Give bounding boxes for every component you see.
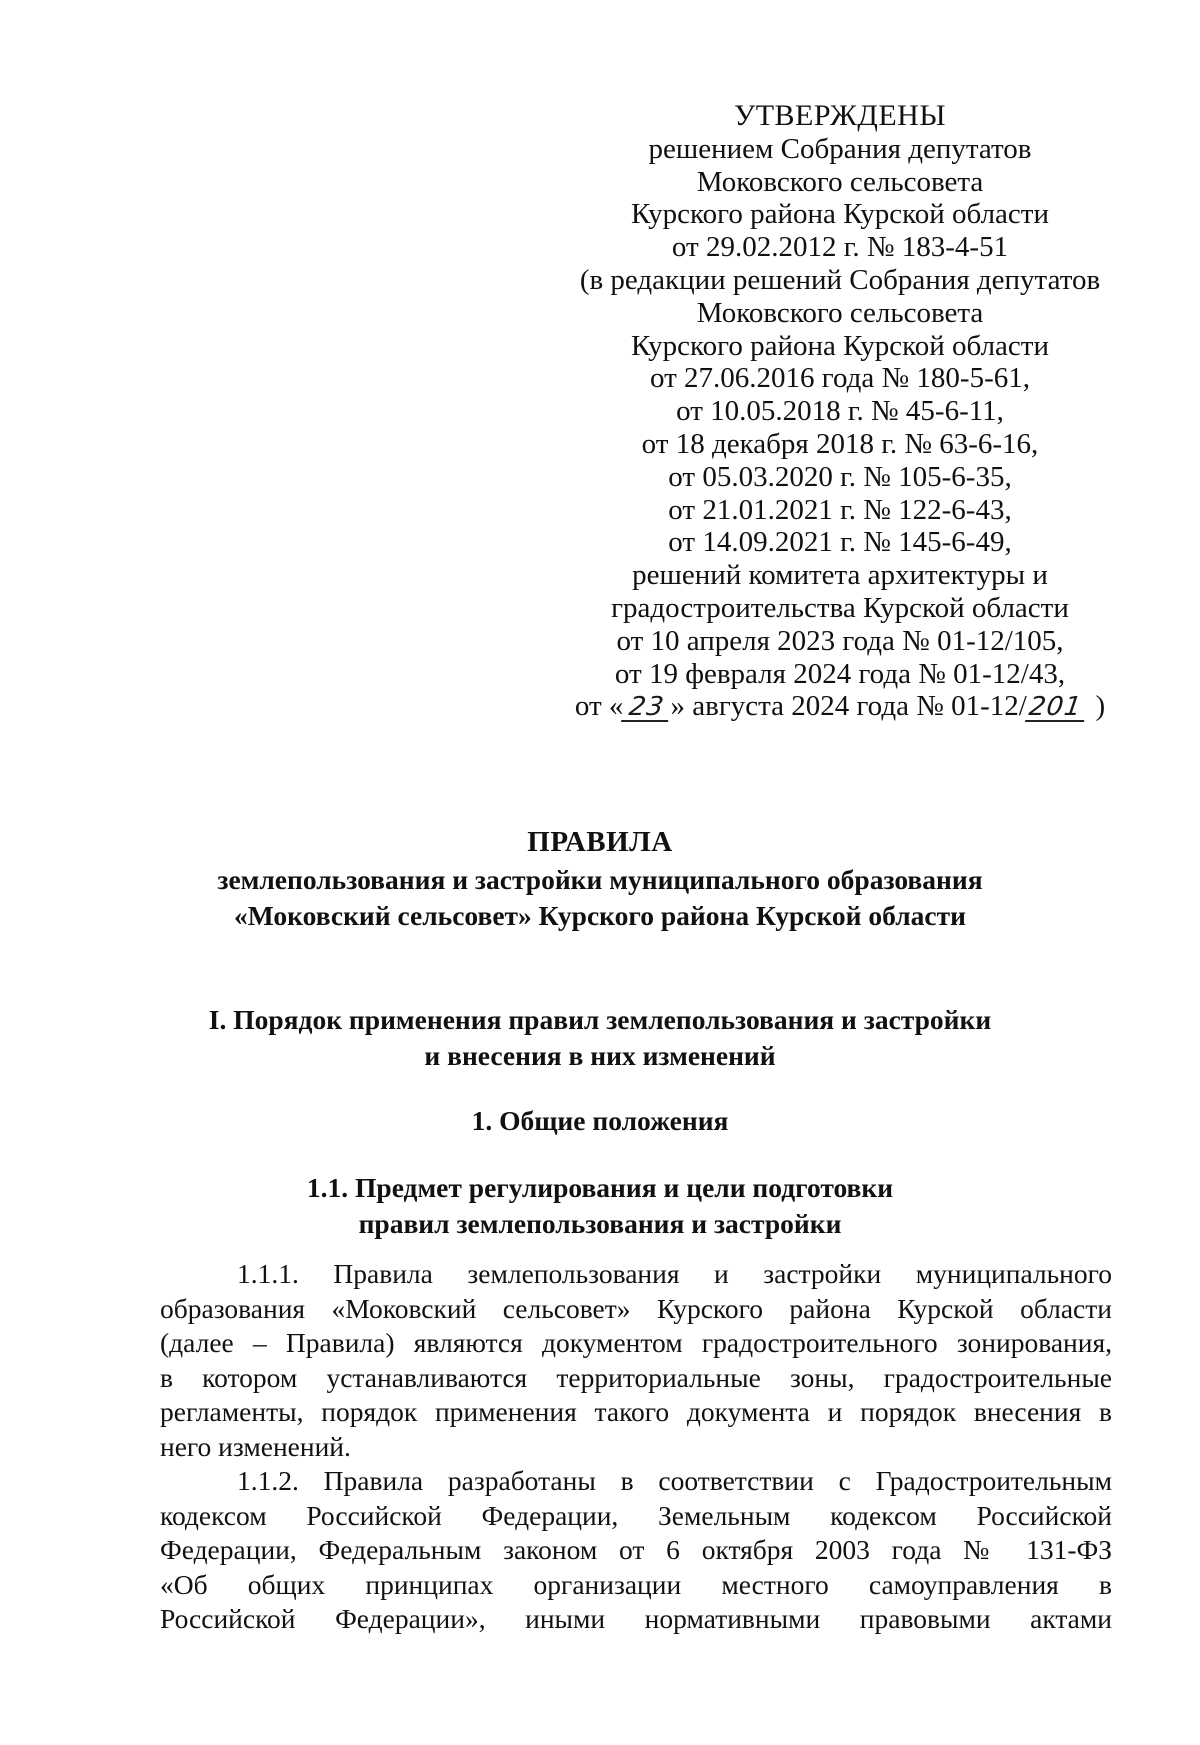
- subsection-heading: [100, 1170, 1100, 1242]
- approval-line: от 14.09.2021 г. № 145-6-49,: [668, 526, 1012, 559]
- handwritten-number: 201: [1025, 694, 1088, 722]
- approval-line: от 19 февраля 2024 года № 01-12/43,: [614, 657, 1066, 690]
- paragraph-line: (далее – Правила) являются документом градостроительного зонирования,: [160, 1327, 1112, 1358]
- paragraph-line: Российской Федерации», иными нормативными правовыми актами: [160, 1603, 1112, 1634]
- section-heading-line: I. Порядок применения правил землепользования и застройки: [208, 1004, 992, 1035]
- approval-block: [560, 100, 1120, 723]
- approval-line: от 05.03.2020 г. № 105-6-35,: [668, 460, 1012, 493]
- approval-header: УТВЕРЖДЕНЫ: [733, 99, 947, 132]
- approval-line: от 10.05.2018 г. № 45-6-11,: [676, 395, 1004, 428]
- paragraph-line: Федерации, Федеральным законом от 6 октября 2003 года № 131-ФЗ: [160, 1534, 1112, 1565]
- approval-line: от 10 апреля 2023 года № 01-12/105,: [616, 624, 1064, 657]
- paragraph-line: него изменений.: [160, 1430, 351, 1462]
- approval-line: (в редакции решений Собрания депутатов: [579, 263, 1101, 296]
- approval-line: Моковского сельсовета: [696, 296, 984, 329]
- subsection-heading-line: правил землепользования и застройки: [358, 1208, 842, 1239]
- approval-line: от 21.01.2021 г. № 122-6-43,: [668, 493, 1012, 526]
- chapter-heading-text: 1. Общие положения: [471, 1105, 729, 1136]
- subsection-heading-line: 1.1. Предмет регулирования и цели подготовки: [306, 1172, 894, 1203]
- approval-line: от 27.06.2016 года № 180-5-61,: [650, 362, 1030, 395]
- last-line-prefix: от «: [574, 690, 624, 723]
- paragraph-line: образования «Моковский сельсовет» Курского района Курской области: [160, 1292, 1112, 1324]
- last-line-middle: » августа 2024 года № 01-12/: [670, 690, 1027, 723]
- document-title-block: [100, 822, 1100, 934]
- chapter-heading: [100, 1103, 1100, 1139]
- paragraph-line: 1.1.1. Правила землепользования и застройки муниципального: [237, 1258, 1112, 1289]
- approval-line: от 18 декабря 2018 г. № 63-6-16,: [641, 427, 1039, 460]
- document-subtitle-line: землепользования и застройки муниципального образования: [217, 864, 983, 895]
- approval-line: Моковского сельсовета: [696, 165, 984, 198]
- paragraph-1-1-2: [160, 1464, 1112, 1637]
- paragraph-line: 1.1.2. Правила разработаны в соответствии с Градостроительным: [237, 1465, 1112, 1496]
- paragraph-line: кодексом Российской Федерации, Земельным кодексом Российской: [160, 1499, 1112, 1531]
- document-title: ПРАВИЛА: [527, 826, 673, 858]
- approval-line: Курского района Курской области: [631, 329, 1049, 362]
- section-heading: [100, 1002, 1100, 1074]
- paragraph-line: в котором устанавливаются территориальные зоны, градостроительные: [160, 1361, 1112, 1393]
- last-line-suffix: ): [1095, 690, 1106, 723]
- paragraph-1-1-1: [160, 1257, 1112, 1464]
- approval-line: Курского района Курской области: [631, 198, 1049, 231]
- approval-line: градостроительства Курской области: [611, 591, 1069, 624]
- paragraph-line: «Об общих принципах организации местного самоуправления в: [160, 1568, 1112, 1600]
- handwritten-day: 23: [621, 694, 672, 722]
- section-heading-line: и внесения в них изменений: [424, 1040, 776, 1071]
- paragraph-line: регламенты, порядок применения такого документа и порядок внесения в: [160, 1396, 1112, 1427]
- approval-line: решений комитета архитектуры и: [632, 559, 1048, 592]
- body-text: [160, 1257, 1112, 1637]
- approval-line: решением Собрания депутатов: [648, 132, 1032, 165]
- document-subtitle-line: «Моковский сельсовет» Курского района Курской области: [234, 900, 966, 931]
- approval-last-line: [560, 690, 1120, 723]
- approval-line: от 29.02.2012 г. № 183-4-51: [671, 231, 1009, 264]
